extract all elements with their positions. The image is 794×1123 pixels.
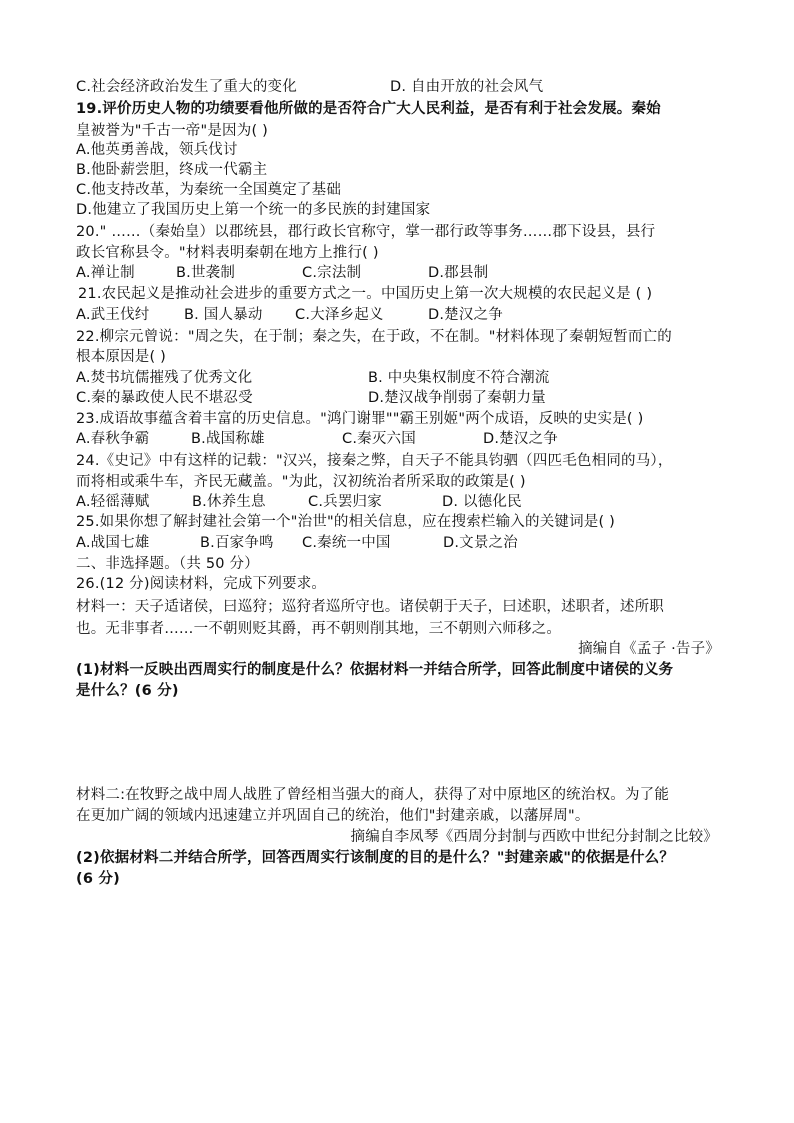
q26-material1-line1: 材料一：天子适诸侯，曰巡狩；巡狩者巡所守也。诸侯朝于天子，曰述职，述职者，述所职 [76,599,664,615]
q21-option-b: B. 国人暴动 [184,307,263,323]
q24-option-b: B.休养生息 [192,494,266,510]
q23-stem: 23.成语故事蕴含着丰富的历史信息。"鸿门谢罪""霸王别姬"两个成语，反映的史实是( ) [76,411,644,427]
q23-option-a: A.春秋争霸 [76,431,150,447]
q19-stem-line2: 皇被誉为"千古一帝"是因为( ) [76,123,268,139]
q22-stem-line2: 根本原因是( ) [76,349,167,365]
q26-part1-line1: (1)材料一反映出西周实行的制度是什么？依据材料一并结合所学，回答此制度中诸侯的义务 [76,662,674,678]
q20-stem-line1: 20." ……（秦始皇）以郡统县，郡行政长官称守，掌一郡行政等事务……郡下设县，县行 [76,224,656,240]
q24-stem-line1: 24.《史记》中有这样的记载："汉兴，接秦之弊，自天子不能具钧驷（四匹毛色相同的马）， [76,453,673,469]
q20-option-c: C.宗法制 [302,265,362,281]
q26-material1-line2: 也。无非事者……一不朝则贬其爵，再不朝则削其地，三不朝则六师移之。 [76,621,562,637]
q21-option-a: A.武王伐纣 [76,307,150,323]
q26-material2-source: 摘编自李凤琴《西周分封制与西欧中世纪分封制之比较》 [350,829,718,845]
q19-stem-line1: 19.评价历史人物的功绩要看他所做的是否符合广大人民利益，是否有利于社会发展。秦始 [76,101,661,117]
q25-option-d: D.文景之治 [443,535,518,551]
q26-part2-line1: (2)依据材料二并结合所学，回答西周实行该制度的目的是什么？"封建亲戚"的依据是什么？ [76,850,675,866]
q26-heading: 26.(12 分)阅读材料，完成下列要求。 [76,576,327,592]
q26-part1-line2: 是什么？(6 分) [76,683,179,699]
q23-option-b: B.战国称雄 [191,431,265,447]
q22-option-c: C.秦的暴政使人民不堪忍受 [76,390,253,406]
q19-option-c: C.他支持改革，为秦统一全国奠定了基础 [76,182,342,198]
section-2-heading: 二、非选择题。（共 50 分） [76,556,259,572]
q19-option-a: A.他英勇善战，领兵伐讨 [76,142,238,158]
q26-material1-source: 摘编自《孟子 ·告子》 [578,641,720,657]
q21-option-c: C.大泽乡起义 [295,307,384,323]
q18-option-c: C.社会经济政治发生了重大的变化 [76,79,297,95]
q20-option-b: B.世袭制 [176,265,236,281]
q24-option-a: A.轻徭薄赋 [76,494,150,510]
q23-option-d: D.楚汉之争 [483,431,558,447]
q24-option-d: D. 以德化民 [442,494,522,510]
q24-stem-line2: 而将相或乘牛车，齐民无藏盖。"为此，汉初统治者所采取的政策是( ) [76,474,526,490]
q21-stem: 21.农民起义是推动社会进步的重要方式之一。中国历史上第一次大规模的农民起义是 ( ) [78,286,653,302]
q19-option-d: D.他建立了我国历史上第一个统一的多民族的封建国家 [76,202,431,218]
q22-option-a: A.焚书坑儒摧残了优秀文化 [76,370,253,386]
q18-option-d: D. 自由开放的社会风气 [390,79,544,95]
q20-option-d: D.郡县制 [428,265,489,281]
q25-option-a: A.战国七雄 [76,535,150,551]
q26-material2-line2: 在更加广阔的领域内迅速建立并巩固自己的统治，他们"封建亲戚，以藩屏周"。 [76,808,590,824]
q19-option-b: B.他卧薪尝胆，终成一代霸主 [76,162,268,178]
q26-part2-line2: (6 分) [76,871,120,887]
q20-option-a: A.禅让制 [76,265,135,281]
q22-option-b: B. 中央集权制度不符合潮流 [368,370,550,386]
q24-option-c: C.兵罢归家 [308,494,382,510]
q25-stem: 25.如果你想了解封建社会第一个"治世"的相关信息，应在搜索栏输入的关键词是( ) [76,514,616,530]
q25-option-c: C.秦统一中国 [302,535,391,551]
q26-material2-line1: 材料二:在牧野之战中周人战胜了曾经相当强大的商人，获得了对中原地区的统治权。为了能 [76,787,670,803]
q25-option-b: B.百家争鸣 [200,535,274,551]
q20-stem-line2: 政长官称县令。"材料表明秦朝在地方上推行( ) [76,245,379,261]
q23-option-c: C.秦灭六国 [342,431,416,447]
q22-stem-line1: 22.柳宗元曾说："周之失，在于制；秦之失，在于政，不在制。"材料体现了秦朝短暂而亡的 [76,329,672,345]
q21-option-d: D.楚汉之争 [428,307,503,323]
q22-option-d: D.楚汉战争削弱了秦朝力量 [368,390,546,406]
